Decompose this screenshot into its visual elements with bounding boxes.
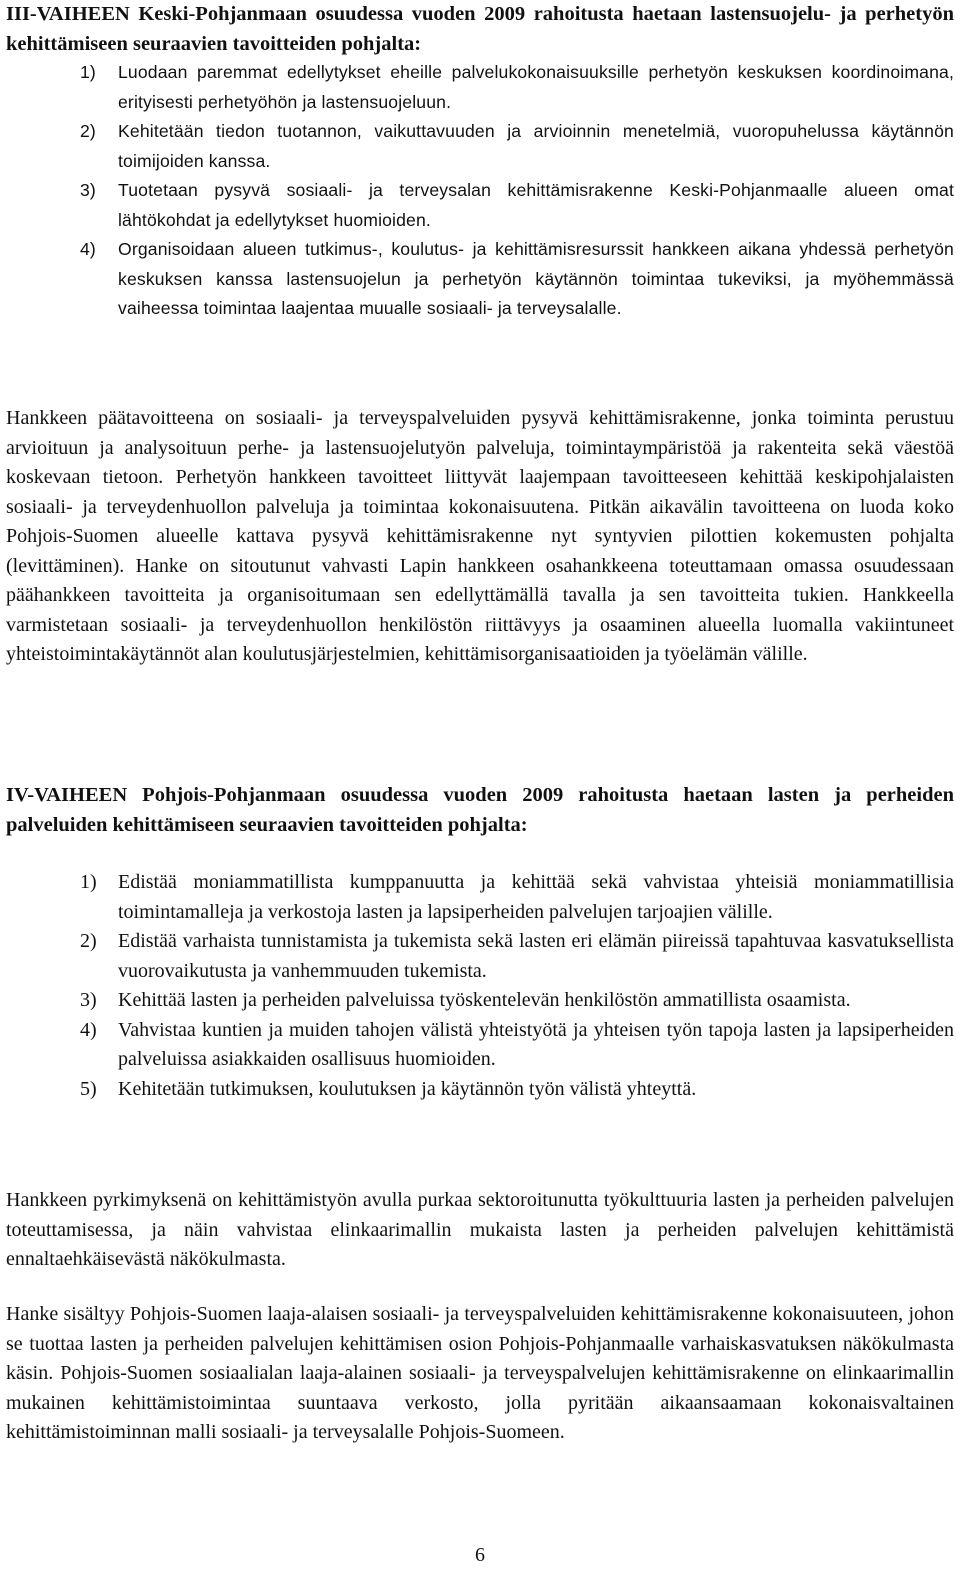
list-item	[80, 176, 954, 235]
list-item	[80, 58, 954, 117]
section4-objectives-list	[80, 868, 954, 1104]
list-item	[80, 1075, 954, 1105]
list-item-text: Kehitetään tiedon tuotannon, vaikuttavuuden ja arvioinnin menetelmiä, vuoropuhelussa käytännön toimijoiden kanssa.	[118, 121, 954, 171]
list-item-text: Tuotetaan pysyvä sosiaali- ja terveysalan kehittämisrakenne Keski-Pohjanmaalle alueen omat lähtökohdat ja edellytykset huomioiden.	[118, 180, 954, 230]
list-item	[80, 235, 954, 324]
list-item-number: 2)	[80, 121, 96, 141]
list-item-number: 3)	[80, 989, 97, 1011]
list-item-number: 4)	[80, 239, 96, 259]
list-item-number: 1)	[80, 871, 97, 893]
section3-paragraph: Hankkeen päätavoitteena on sosiaali- ja terveyspalveluiden pysyvä kehittämisrakenne, jonka toiminta perustuu arvioituun ja analysoituun perhe- ja lastensuojelutyön palveluja, toimintaympäristöä ja rakenteita sekä väestöä koskevaan tietoon. Perhetyön hankkeen tavoitteet liittyvät laajempaan tavoitteeseen kehittää keskipohjalaisten sosiaali- ja terveydenhuollon palveluja ja toimintaa kokonaisuutena. Pitkän aikavälin tavoitteena on luoda koko Pohjois-Suomen alueelle kattava pysyvä kehittämisrakenne nyt syntyvien pilottien kokemusten pohjalta (levittäminen). Hanke on sitoutunut vahvasti Lapin hankkeen osahankkeena toteuttamaan omassa osuudessaan päähankkeen tavoitteita ja organisoitumaan sen edellyttämällä tavalla ja sen tavoitteita tukien. Hankkeella varmistetaan sosiaali- ja terveydenhuollon henkilöstön riittävyys ja osaaminen alueella luomalla vakiintuneet yhteistoimintakäytännöt alan koulutusjärjestelmien, kehittämisorganisaatioiden ja työelämän välille.	[6, 407, 954, 665]
section4-paragraph-2: Hanke sisältyy Pohjois-Suomen laaja-alaisen sosiaali- ja terveyspalveluiden kehittämisrakenne kokonaisuuteen, johon se tuottaa lasten ja perheiden palvelujen kehittämisen osion Pohjois-Pohjanmaalle varhaiskasvatuksen näkökulmasta käsin. Pohjois-Suomen sosiaalialan laaja-alainen sosiaali- ja terveyspalvelujen kehittämisrakenne on elinkaarimallin mukainen kehittämistoimintaa suuntaava verkosto, jolla pyritään aikaansaamaan kokonaisvaltainen kehittämistoiminnan malli sosiaali- ja terveysalalle Pohjois-Suomeen.	[6, 1303, 954, 1443]
section3-heading: III-VAIHEEN Keski-Pohjanmaan osuudessa vuoden 2009 rahoitusta haetaan lastensuojelu- ja perhetyön kehittämiseen seuraavien tavoitteiden pohjalta:	[6, 3, 954, 55]
section3-objectives-list	[80, 58, 954, 324]
list-item-number: 2)	[80, 930, 97, 952]
list-item-number: 5)	[80, 1077, 97, 1100]
list-item	[80, 986, 954, 1016]
list-item-number: 4)	[80, 1018, 97, 1041]
list-item-text: Luodaan paremmat edellytykset eheille palvelukokonaisuuksille perhetyön keskuksen koordinoimana, erityisesti perhetyöhön ja lastensuojeluun.	[118, 62, 954, 112]
list-item	[80, 868, 954, 927]
list-item-number: 1)	[80, 62, 96, 82]
list-item	[80, 117, 954, 176]
list-item	[80, 1016, 954, 1075]
list-item-text: Kehitetään tutkimuksen, koulutuksen ja käytännön työn välistä yhteyttä.	[118, 1077, 697, 1100]
section4-heading: IV-VAIHEEN Pohjois-Pohjanmaan osuudessa vuoden 2009 rahoitusta haetaan lasten ja perheiden palveluiden kehittämiseen seuraavien tavoitteiden pohjalta:	[6, 784, 954, 836]
page-number: 6	[475, 1544, 485, 1566]
list-item-text: Organisoidaan alueen tutkimus-, koulutus- ja kehittämisresurssit hankkeen aikana yhdessä perhetyön keskuksen kanssa lastensuojelun ja perhetyön käytännön toimintaa tukeviksi, ja myöhemmässä vaiheessa toimintaa laajentaa muualle sosiaali- ja terveysalalle.	[118, 239, 954, 318]
list-item-text: Vahvistaa kuntien ja muiden tahojen välistä yhteistyötä ja yhteisen työn tapoja lasten ja lapsiperheiden palveluissa asiakkaiden osallisuus huomioiden.	[118, 1018, 954, 1070]
list-item-text: Edistää moniammatillista kumppanuutta ja kehittää sekä vahvistaa yhteisiä moniammatillisia toimintamalleja ja verkostoja lasten ja lapsiperheiden palvelujen tarjoajien välille.	[118, 871, 954, 923]
list-item-text: Kehittää lasten ja perheiden palveluissa työskentelevän henkilöstön ammatillista osaamista.	[118, 989, 851, 1011]
list-item-text: Edistää varhaista tunnistamista ja tukemista sekä lasten eri elämän piireissä tapahtuvaa kasvatuksellista vuorovaikutusta ja vanhemmuuden tukemista.	[118, 930, 954, 982]
list-item-number: 3)	[80, 180, 96, 200]
list-item	[80, 927, 954, 986]
section4-paragraph-1: Hankkeen pyrkimyksenä on kehittämistyön avulla purkaa sektoroitunutta työkulttuuria lasten ja perheiden palvelujen toteuttamisessa, ja näin vahvistaa elinkaarimallin mukaista lasten ja perheiden palvelujen kehittämistä ennaltaehkäisevästä näkökulmasta.	[6, 1189, 954, 1270]
